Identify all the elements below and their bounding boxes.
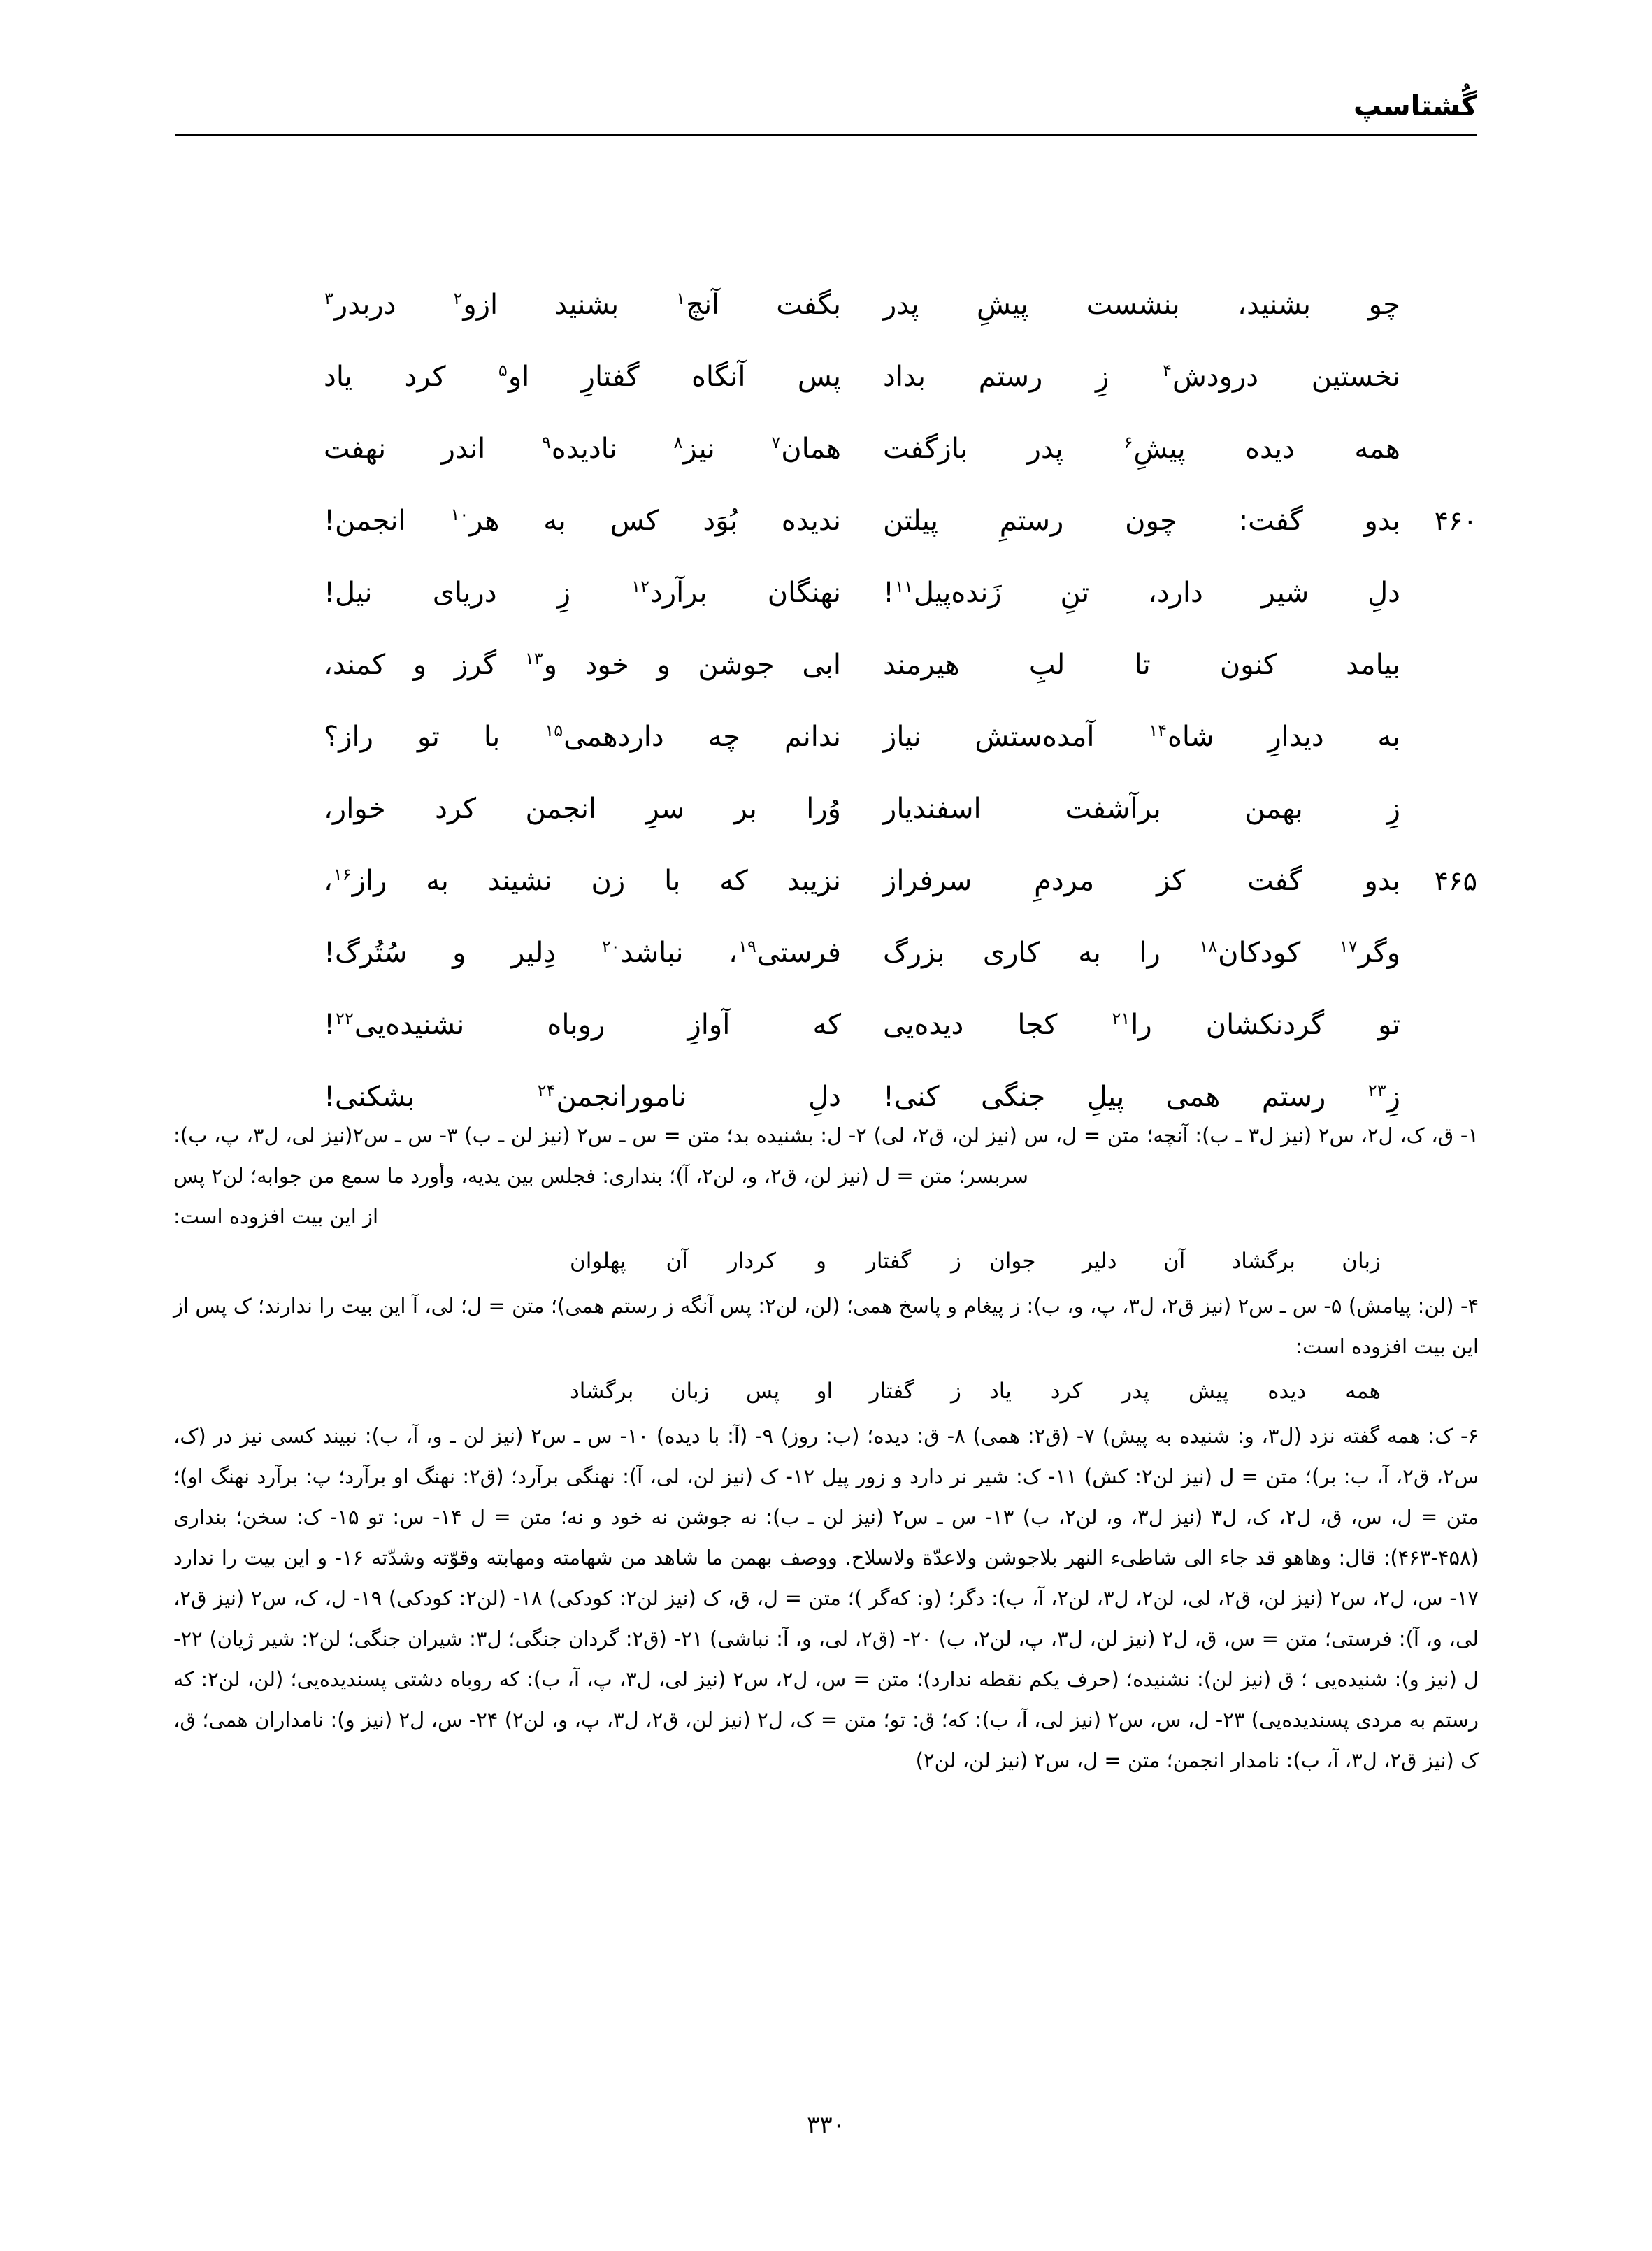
folio-number: ۳۳۰ bbox=[807, 2111, 845, 2139]
hemistich-second: دلِ نامورانجمن$^{۲۴}$ بشکنی! bbox=[324, 1080, 841, 1113]
hemistich-second: نهنگان برآرد$^{۱۲}$ زِ دریای نیل! bbox=[324, 576, 842, 609]
hemistich-second: وُرا بر سرِ انجمن کرد خوار، bbox=[324, 793, 841, 825]
hemistich-first: زِ$^{۲۳}$ رستم همی پیلِ جنگی کنی! bbox=[883, 1080, 1400, 1113]
hemistich-second: پس آنگاه گفتارِ او$^۵$ کرد یاد bbox=[324, 360, 841, 393]
verse-couplet bbox=[175, 773, 1477, 845]
apparatus-hemistich-first: همه دیده پیش پدر کرد یاد bbox=[989, 1379, 1381, 1404]
note-marker: ۱۱ bbox=[895, 576, 913, 596]
note-marker: ۱۷ bbox=[1339, 936, 1358, 956]
apparatus-hemistich-second: ز گفتار او پس زبان برگشاد bbox=[570, 1379, 961, 1404]
note-marker: ۶ bbox=[1123, 432, 1133, 452]
hemistich-first: همه دیده پیشِ$^۶$ پدر بازگفت bbox=[883, 432, 1400, 465]
note-marker: ۹ bbox=[541, 432, 551, 452]
hemistich-second: که آوازِ روباه نشنیده‌یی$^{۲۲}$! bbox=[324, 1008, 841, 1041]
note-marker: ۱۰ bbox=[450, 504, 469, 524]
verse-couplet bbox=[175, 269, 1477, 341]
verse-couplet bbox=[175, 845, 1477, 917]
note-marker: ۱ bbox=[676, 288, 686, 308]
apparatus-intro-line: از این بیت افزوده است: bbox=[173, 1204, 379, 1228]
running-head bbox=[175, 91, 1477, 136]
verse-couplet bbox=[175, 341, 1477, 413]
note-marker: ۱۵ bbox=[545, 720, 563, 740]
critical-apparatus bbox=[173, 1115, 1479, 1781]
verse-number: ۴۶۰ bbox=[1434, 505, 1477, 536]
note-marker: ۲۲ bbox=[336, 1008, 354, 1028]
hemistich-second: ندانم چه داردهمی$^{۱۵}$ با تو راز؟ bbox=[324, 720, 841, 753]
verse-couplet bbox=[175, 413, 1477, 485]
note-marker: ۱۹ bbox=[738, 936, 756, 956]
note-marker: ۸ bbox=[673, 432, 683, 452]
apparatus-hemistich-second: ز گفتار و کردار آن پهلوان bbox=[570, 1249, 961, 1274]
running-head-title: گُشتاسپ bbox=[1353, 90, 1477, 122]
hemistich-first: تو گردنکشان را$^{۲۱}$ کجا دیده‌یی bbox=[883, 1008, 1400, 1041]
hemistich-first: چو بشنید، بنشست پیشِ پدر bbox=[883, 289, 1400, 321]
verse-couplet bbox=[175, 989, 1477, 1061]
hemistich-first: بیامد کنون تا لبِ هیرمند bbox=[883, 649, 1400, 681]
apparatus-paragraph: ۶- ک: همه گفته نزد (ل۳، و: شنیده به پیش) ۷- (ق۲: همی) ۸- ق: دیده؛ (ب: روز) ۹- (آ: با دیده) ۱۰- س ـ س۲ (نیز لن ـ و، آ، ب): نبیند کسی نیز در (ک، س۲، ق۲، آ، ب: بر)؛ متن = ل (نیز لن۲: کش) ۱۱- ک: شیر نر دارد و زور پیل ۱۲- ک (نیز لن، لی، آ): نهنگی برآرد؛ (ق۲: نهنگ او برآرد؛ پ: برآرد نهنگ او)؛ متن = ل، س، ق، ل۲، ک، ل۳ (نیز ل۳، و، لن۲، ب) ۱۳- س ـ س۲ (نیز لن ـ ب): نه جوشن نه خود و نه؛ متن = ل ۱۴- س: تو ۱۵- ک: سخن؛ بنداری (۴۵۸-۴۶۳): قال: وهاهو قد جاء الی شاطیء النهر بلاجوشن ولاعدّة ولاسلاح. ووصف بهمن ما شاهد من شهامته ومهابته وقوّته وشدّته ۱۶- و این بیت را ندارد ۱۷- س، ل۲، س۲ (نیز لن، ق۲، لی، لن۲، ل۳، لن۲، آ، ب): دگر؛ (و: که‌گر )؛ متن = ل، ق، ک (نیز لن۲: کودکی) ۱۸- (لن۲: کودکی) ۱۹- ل، ک، س۲ (نیز ق۲، لی، و، آ): فرستی؛ متن = س، ق، ل۲ (نیز لن، ل۳، پ، لن۲، ب) ۲۰- (ق۲، لی، و، آ: نباشی) ۲۱- (ق۲: گردان جنگی؛ ل۳: شیران جنگی؛ لن۲: شیر ژیان) ۲۲- ل (نیز و): شنیده‌یی ؛ ق (نیز لن): نشنیده؛ (حرف یکم نقطه ندارد)؛ متن = س، ل۲، س۲ (نیز لی، ل۳، پ، آ، ب): که روباه دشتی پسندیده‌یی؛ (لن، لن۲: که رستم به مردی پسندیده‌یی) ۲۳- ل، س، س۲ (نیز لی، آ، ب): که؛ ق: تو؛ متن = ک، ل۲ (نیز لن، ق۲، ل۳، پ، و، لن۲) ۲۴- س، ل۲ (نیز و): نامداران همی؛ ق، ک (نیز ق۲، ل۳، آ، ب): نامدار انجمن؛ متن = ل، س۲ (نیز لن، لن۲) bbox=[173, 1424, 1479, 1772]
note-marker: ۱۴ bbox=[1149, 720, 1167, 740]
hemistich-first: نخستین درودش$^۴$ زِ رستم بداد bbox=[883, 360, 1400, 393]
apparatus-variant-couplet bbox=[173, 1237, 1479, 1286]
apparatus-hemistich-first: زبان برگشاد آن دلیر جوان bbox=[989, 1249, 1381, 1274]
hemistich-second: فرستی$^{۱۹}$، نباشد$^{۲۰}$ دِلیر و سُتُرگ! bbox=[324, 936, 841, 969]
apparatus-paragraph: ۱- ق، ک، ل۲، س۲ (نیز ل۳ ـ ب): آنچه؛ متن = ل، س (نیز لن، ق۲، لی) ۲- ل: بشنیده بد؛ متن = س ـ س۲ (نیز لن ـ ب) ۳- س ـ س۲(نیز لی، ل۳، پ، ب): سربسر؛ متن = ل (نیز لن، ق۲، و، لن۲، آ)؛ بنداری: فجلس بین یدیه، وأورد ما سمع من جوابه؛ لن۲ پس bbox=[173, 1123, 1479, 1188]
note-marker: ۵ bbox=[498, 360, 508, 380]
note-marker: ۲۳ bbox=[1367, 1080, 1386, 1100]
hemistich-first: زِ بهمن برآشفت اسفندیار bbox=[883, 793, 1400, 825]
verse-block bbox=[175, 269, 1477, 1133]
note-marker: ۳ bbox=[324, 288, 333, 308]
hemistich-second: ابی جوشن و خود و$^{۱۳}$ گرز و کمند، bbox=[324, 648, 841, 681]
note-marker: ۱۸ bbox=[1199, 936, 1218, 956]
note-marker: ۱۶ bbox=[333, 864, 352, 884]
hemistich-second: همان$^۷$ نیز$^۸$ نادیده$^۹$ اندر نهفت bbox=[324, 432, 841, 465]
hemistich-first: بدو گفت کز مردمِ سرفراز bbox=[883, 865, 1400, 897]
hemistich-second: ندیده بُوَد کس به هر$^{۱۰}$ انجمن! bbox=[324, 504, 842, 537]
note-marker: ۷ bbox=[771, 432, 781, 452]
verse-number: ۴۶۵ bbox=[1434, 865, 1477, 896]
apparatus-variant-couplet bbox=[173, 1367, 1479, 1416]
hemistich-first: دلِ شیر دارد، تنِ زَنده‌پیل$^{۱۱}$! bbox=[883, 576, 1400, 609]
hemistich-first: به دیدارِ شاه$^{۱۴}$ آمده‌ستش نیاز bbox=[883, 720, 1400, 753]
note-marker: ۲۴ bbox=[537, 1080, 556, 1100]
hemistich-second: بگفت آنچ$^۱$ بشنید ازو$^۲$ دربدر$^۳$ bbox=[324, 288, 841, 321]
note-marker: ۱۲ bbox=[631, 576, 650, 596]
verse-couplet bbox=[175, 557, 1477, 629]
verse-couplet bbox=[175, 629, 1477, 701]
note-marker: ۴ bbox=[1163, 360, 1172, 380]
verse-couplet bbox=[175, 701, 1477, 773]
note-marker: ۲۱ bbox=[1112, 1008, 1130, 1028]
verse-couplet bbox=[175, 485, 1477, 557]
hemistich-first: وگر$^{۱۷}$ کودکان$^{۱۸}$ را به کاری بزرگ bbox=[883, 936, 1401, 969]
note-marker: ۲ bbox=[453, 288, 463, 308]
running-head-rule bbox=[175, 134, 1477, 136]
hemistich-second: نزیبد که با زن نشیند به راز$^{۱۶}$، bbox=[324, 864, 841, 897]
hemistich-first: بدو گفت: چون رستمِ پیلتن bbox=[883, 505, 1400, 537]
note-marker: ۲۰ bbox=[601, 936, 620, 956]
note-marker: ۱۳ bbox=[524, 648, 543, 668]
apparatus-paragraph: ۴- (لن: پیامش) ۵- س ـ س۲ (نیز ق۲، ل۳، پ، و، ب): ز پیغام و پاسخ همی؛ (لن، لن۲: پس آنگه ز رستم همی)؛ متن = ل؛ لی، آ این بیت را ندارند؛ ک پس از این بیت افزوده است: bbox=[173, 1294, 1479, 1358]
verse-couplet bbox=[175, 917, 1477, 989]
